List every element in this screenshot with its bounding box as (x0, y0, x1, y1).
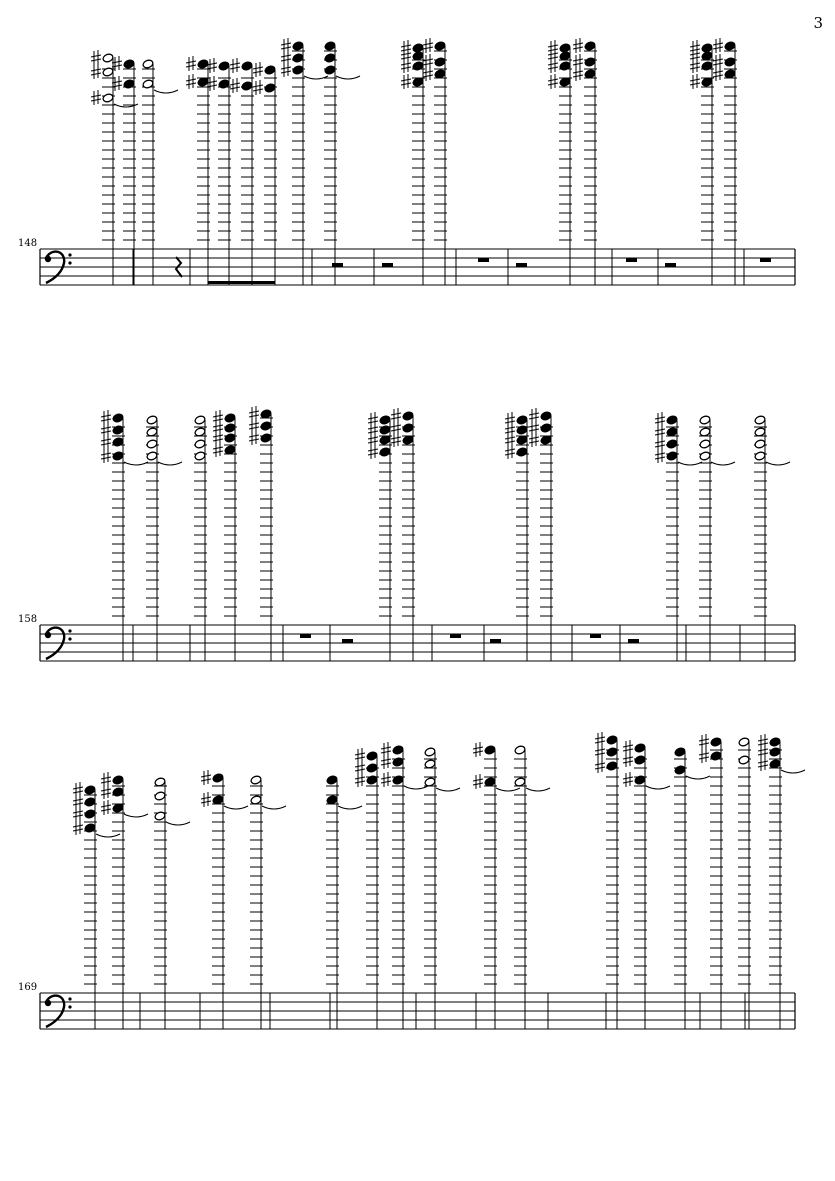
tie (96, 834, 120, 837)
chord (368, 412, 392, 661)
sharp-icon (281, 50, 291, 65)
chord (529, 408, 553, 661)
notehead (434, 57, 446, 67)
sharp-icon (355, 748, 365, 763)
sharp-icon (101, 410, 111, 425)
notehead (123, 59, 135, 69)
notehead (754, 415, 766, 425)
sharp-icon (573, 66, 583, 81)
sharp-icon (213, 442, 223, 457)
sharp-icon (201, 770, 211, 785)
notehead (738, 737, 750, 747)
chord (548, 40, 572, 285)
sharp-icon (230, 78, 240, 93)
notehead (366, 763, 378, 773)
sharp-icon (281, 62, 291, 77)
sharp-icon (73, 794, 83, 809)
chord (250, 775, 286, 1029)
chord (142, 59, 178, 285)
notehead (142, 59, 154, 69)
notehead (710, 751, 722, 761)
notehead (264, 65, 276, 75)
notehead (194, 439, 206, 449)
notehead (292, 41, 304, 51)
sharp-icon (548, 40, 558, 55)
notehead (154, 791, 166, 801)
notehead (84, 797, 96, 807)
sharp-icon (213, 430, 223, 445)
tie (711, 462, 735, 465)
notehead (392, 745, 404, 755)
notehead (738, 755, 750, 765)
notehead (514, 745, 526, 755)
sharp-icon (713, 38, 723, 53)
notehead (392, 775, 404, 785)
sharp-icon (623, 740, 633, 755)
sharp-icon (529, 420, 539, 435)
sharp-icon (529, 408, 539, 423)
sharp-icon (213, 420, 223, 435)
half-rest-icon (382, 263, 393, 267)
sharp-icon (381, 742, 391, 757)
tie (224, 806, 248, 809)
chord (738, 737, 751, 1029)
tie (766, 462, 790, 465)
sharp-icon (473, 774, 483, 789)
sharp-icon (758, 744, 768, 759)
notehead (84, 823, 96, 833)
sharp-icon (91, 50, 101, 65)
notehead (424, 747, 436, 757)
chord (699, 415, 735, 661)
notehead (666, 439, 678, 449)
sharp-icon (758, 734, 768, 749)
notehead (366, 775, 378, 785)
sharp-icon (655, 412, 665, 427)
notehead (634, 755, 646, 765)
chord (355, 748, 379, 1029)
sharp-icon (101, 784, 111, 799)
notehead (366, 751, 378, 761)
chord (146, 415, 182, 661)
notehead (260, 421, 272, 431)
sharp-icon (699, 748, 709, 763)
chord (391, 408, 415, 661)
half-rest-icon (332, 263, 343, 267)
chord (505, 412, 529, 661)
system-2 (18, 406, 795, 661)
sharp-icon (690, 40, 700, 55)
chord (207, 58, 231, 285)
notehead (241, 81, 253, 91)
notehead (154, 811, 166, 821)
notehead (699, 415, 711, 425)
notehead (102, 67, 114, 77)
half-rest-icon (490, 639, 501, 643)
sharp-icon (101, 772, 111, 787)
notehead (241, 61, 253, 71)
chord (401, 40, 425, 285)
system-3 (18, 732, 805, 1029)
notehead (146, 451, 158, 461)
sharp-icon (368, 412, 378, 427)
sharp-icon (573, 54, 583, 69)
tie (678, 462, 702, 465)
half-rest-icon (665, 263, 676, 267)
chord (381, 742, 428, 1029)
chord (249, 406, 273, 661)
sharp-icon (573, 38, 583, 53)
chord (154, 777, 190, 1029)
notehead (412, 61, 424, 71)
chord (690, 40, 714, 285)
notehead (224, 423, 236, 433)
notehead (146, 439, 158, 449)
sharp-icon (595, 758, 605, 773)
chord (514, 745, 550, 1029)
notehead (292, 65, 304, 75)
sharp-icon (101, 448, 111, 463)
notehead (769, 737, 781, 747)
chord (253, 62, 277, 285)
notehead (769, 747, 781, 757)
whole-rest-icon (450, 634, 461, 638)
chord (101, 410, 148, 661)
notehead (194, 415, 206, 425)
tie (262, 806, 286, 809)
sharp-icon (391, 432, 401, 447)
sharp-icon (401, 40, 411, 55)
sharp-icon (91, 90, 101, 105)
sharp-icon (355, 772, 365, 787)
whole-rest-icon (626, 258, 637, 262)
notehead (112, 425, 124, 435)
chord (112, 56, 136, 285)
notehead (584, 41, 596, 51)
chord (473, 742, 520, 1029)
chord (424, 747, 460, 1029)
notehead (84, 785, 96, 795)
sharp-icon (101, 422, 111, 437)
sharp-icon (91, 64, 101, 79)
tie (646, 786, 670, 789)
notehead (559, 61, 571, 71)
chord (655, 412, 702, 661)
sharp-icon (548, 58, 558, 73)
chord (101, 772, 148, 1029)
notehead (516, 415, 528, 425)
measure-number: 148 (18, 238, 38, 249)
sharp-icon (101, 434, 111, 449)
sharp-icon (368, 444, 378, 459)
tie (166, 822, 190, 825)
sharp-icon (505, 432, 515, 447)
sharp-icon (73, 820, 83, 835)
notehead (484, 745, 496, 755)
sharp-icon (423, 38, 433, 53)
notehead (666, 415, 678, 425)
sharp-icon (655, 436, 665, 451)
whole-rest-icon (590, 634, 601, 638)
sharp-icon (249, 418, 259, 433)
notehead (584, 57, 596, 67)
notehead (197, 59, 209, 69)
chord (623, 740, 670, 1029)
notehead (146, 415, 158, 425)
half-rest-icon (628, 639, 639, 643)
chord (326, 775, 362, 1029)
notehead (606, 747, 618, 757)
sharp-icon (623, 772, 633, 787)
sharp-icon (595, 732, 605, 747)
notehead (606, 761, 618, 771)
sharp-icon (101, 800, 111, 815)
notehead (754, 439, 766, 449)
notehead (112, 413, 124, 423)
notehead (123, 79, 135, 89)
notehead (754, 451, 766, 461)
tie (781, 770, 805, 773)
sharp-icon (655, 424, 665, 439)
notehead (212, 773, 224, 783)
chord (73, 782, 120, 1029)
notehead (634, 743, 646, 753)
tie (154, 90, 178, 93)
notehead (699, 439, 711, 449)
sharp-icon (186, 56, 196, 71)
sharp-icon (401, 58, 411, 73)
sharp-icon (391, 420, 401, 435)
chord (201, 770, 248, 1029)
notehead (224, 433, 236, 443)
sharp-icon (690, 58, 700, 73)
sharp-icon (381, 772, 391, 787)
tie (124, 462, 148, 465)
sharp-icon (73, 806, 83, 821)
notehead (112, 451, 124, 461)
sharp-icon (423, 66, 433, 81)
sharp-icon (423, 54, 433, 69)
notehead (701, 61, 713, 71)
sharp-icon (249, 430, 259, 445)
chord (230, 58, 254, 285)
sharp-icon (253, 80, 263, 95)
sharp-icon (381, 754, 391, 769)
notehead (264, 83, 276, 93)
sharp-icon (368, 422, 378, 437)
notehead (674, 747, 686, 757)
chord (324, 41, 360, 285)
chord (194, 415, 207, 661)
notehead (250, 775, 262, 785)
notehead (292, 53, 304, 63)
page-number: 3 (813, 14, 823, 32)
notehead (674, 765, 686, 775)
notehead (84, 809, 96, 819)
notehead (666, 451, 678, 461)
notehead (516, 447, 528, 457)
tie (436, 788, 460, 791)
chord (281, 38, 328, 285)
measure-number: 169 (18, 982, 38, 993)
tie (526, 788, 550, 791)
chord (423, 38, 447, 285)
notehead (112, 775, 124, 785)
sharp-icon (548, 74, 558, 89)
notehead (559, 43, 571, 53)
notehead (392, 757, 404, 767)
notehead (724, 57, 736, 67)
sharp-icon (230, 58, 240, 73)
tie (124, 814, 148, 817)
sharp-icon (655, 448, 665, 463)
sharp-icon (186, 74, 196, 89)
sharp-icon (713, 66, 723, 81)
sharp-icon (368, 432, 378, 447)
sharp-icon (253, 62, 263, 77)
notehead (326, 775, 338, 785)
notehead (102, 93, 114, 103)
sharp-icon (281, 38, 291, 53)
chord (595, 732, 619, 1029)
notehead (402, 423, 414, 433)
whole-rest-icon (478, 258, 489, 262)
notehead (324, 65, 336, 75)
notehead (112, 787, 124, 797)
sharp-icon (713, 54, 723, 69)
sharp-icon (699, 734, 709, 749)
sharp-icon (401, 74, 411, 89)
chord (213, 410, 237, 661)
whole-rest-icon (300, 634, 311, 638)
notehead (606, 735, 618, 745)
notehead (224, 413, 236, 423)
half-rest-icon (342, 639, 353, 643)
notehead (699, 451, 711, 461)
notehead (710, 737, 722, 747)
sharp-icon (201, 792, 211, 807)
sharp-icon (505, 412, 515, 427)
chord (754, 415, 790, 661)
sharp-icon (391, 408, 401, 423)
tie (158, 462, 182, 465)
notehead (724, 41, 736, 51)
system-1 (18, 38, 795, 285)
tie (686, 776, 710, 779)
notehead (701, 43, 713, 53)
notehead (324, 53, 336, 63)
chord (713, 38, 737, 285)
notehead (540, 423, 552, 433)
notehead (402, 411, 414, 421)
sharp-icon (595, 744, 605, 759)
chord (573, 38, 597, 285)
tie (338, 806, 362, 809)
tie (336, 76, 360, 79)
sharp-icon (623, 752, 633, 767)
notehead (379, 447, 391, 457)
sharp-icon (529, 432, 539, 447)
sharp-icon (505, 422, 515, 437)
sharp-icon (355, 760, 365, 775)
notehead (412, 43, 424, 53)
sharp-icon (505, 444, 515, 459)
tie (496, 788, 520, 791)
notehead (324, 41, 336, 51)
notehead (260, 433, 272, 443)
notehead (516, 425, 528, 435)
chord (674, 747, 710, 1029)
notehead (634, 775, 646, 785)
sharp-icon (249, 406, 259, 421)
measure-number: 158 (18, 614, 38, 625)
notehead (540, 411, 552, 421)
notehead (379, 415, 391, 425)
sharp-icon (473, 742, 483, 757)
chord (758, 734, 805, 1029)
notehead (218, 61, 230, 71)
half-rest-icon (516, 263, 527, 267)
notehead (194, 451, 206, 461)
notehead (142, 79, 154, 89)
sharp-icon (758, 756, 768, 771)
notehead (112, 437, 124, 447)
notehead (102, 53, 114, 63)
notehead (379, 425, 391, 435)
whole-rest-icon (760, 258, 771, 262)
sharp-icon (690, 74, 700, 89)
notehead (218, 79, 230, 89)
sharp-icon (213, 410, 223, 425)
beam (208, 281, 275, 284)
sharp-icon (73, 782, 83, 797)
notehead (434, 41, 446, 51)
